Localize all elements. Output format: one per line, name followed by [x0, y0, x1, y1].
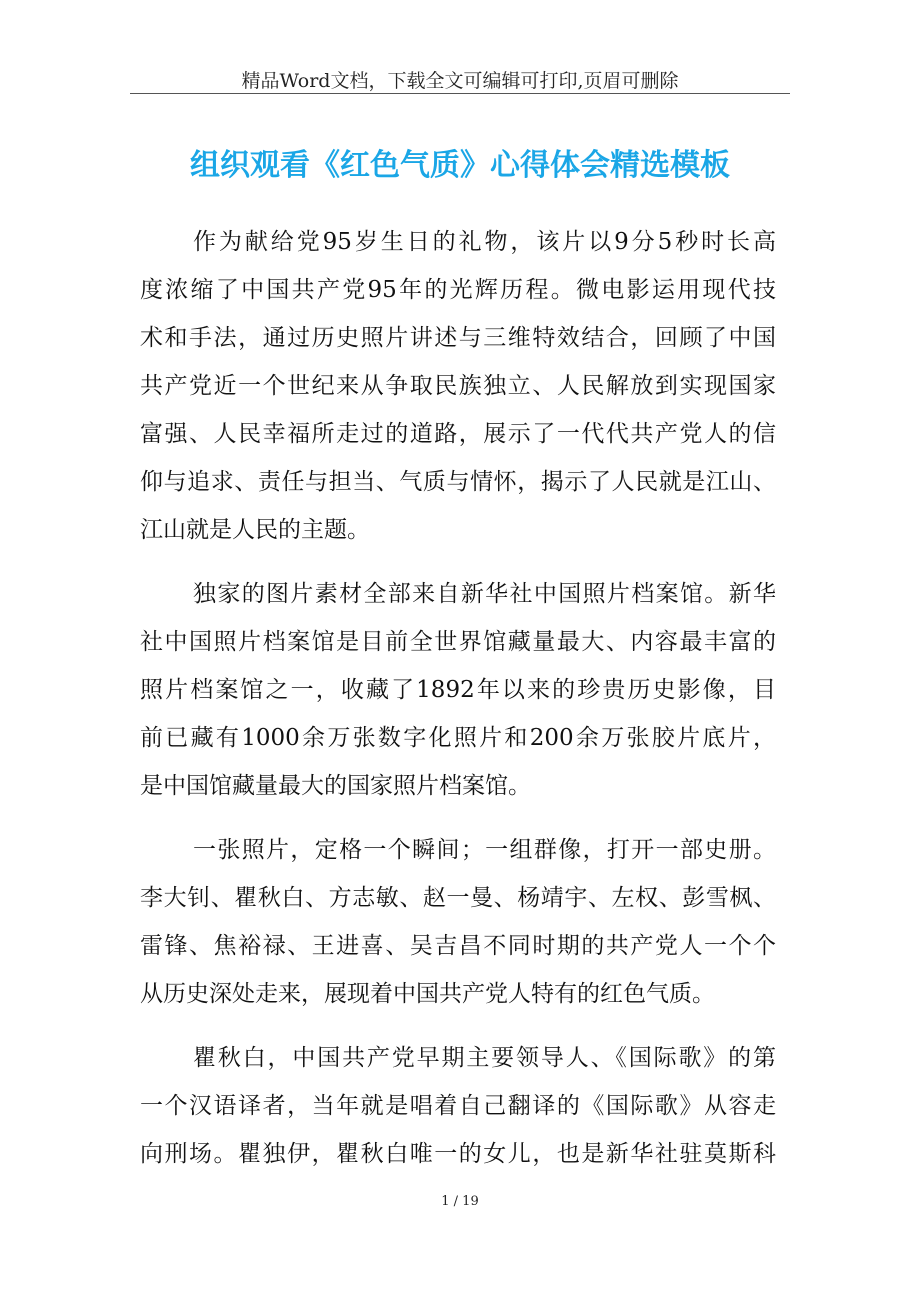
text-line: 李大钊、瞿秋白、方志敏、赵一曼、杨靖宇、左权、彭雪枫、 — [140, 885, 776, 911]
text-line: 一张照片，定格一个瞬间；一组群像，打开一部史册。 — [193, 837, 776, 863]
text-line: 共产党近一个世纪来从争取民族独立、人民解放到实现国家 — [140, 373, 776, 399]
paragraph — [140, 1034, 776, 1178]
paragraph — [140, 218, 776, 554]
text-line: 是中国馆藏量最大的国家照片档案馆。 — [140, 773, 531, 799]
text-line: 一个汉语译者，当年就是唱着自己翻译的《国际歌》从容走 — [140, 1093, 776, 1119]
paragraph — [140, 826, 776, 1018]
text-line: 仰与追求、责任与担当、气质与情怀，揭示了人民就是江山、 — [140, 469, 776, 495]
text-line: 江山就是人民的主题。 — [140, 517, 370, 543]
text-line: 向刑场。瞿独伊，瞿秋白唯一的女儿，也是新华社驻莫斯科 — [140, 1141, 776, 1167]
text-line: 瞿秋白，中国共产党早期主要领导人、《国际歌》的第 — [193, 1045, 776, 1071]
paragraph — [140, 570, 776, 810]
text-line: 作为献给党95岁生日的礼物，该片以9分5秒时长高 — [193, 229, 776, 255]
text-line: 社中国照片档案馆是目前全世界馆藏量最大、内容最丰富的 — [140, 629, 776, 655]
text-line: 度浓缩了中国共产党95年的光辉历程。微电影运用现代技 — [140, 277, 776, 303]
text-line: 雷锋、焦裕禄、王进喜、吴吉昌不同时期的共产党人一个个 — [140, 933, 776, 959]
document-title: 组织观看《红色气质》心得体会精选模板 — [190, 148, 730, 183]
text-line: 富强、人民幸福所走过的道路，展示了一代代共产党人的信 — [140, 421, 776, 447]
header-divider — [130, 93, 790, 94]
page-number: 1 / 19 — [441, 1194, 479, 1209]
page-header: 精品Word文档，下载全文可编辑可打印,页眉可删除 — [241, 70, 679, 92]
text-line: 从历史深处走来，展现着中国共产党人特有的红色气质。 — [140, 981, 715, 1007]
text-line: 术和手法，通过历史照片讲述与三维特效结合，回顾了中国 — [140, 325, 776, 351]
text-line: 前已藏有1000余万张数字化照片和200余万张胶片底片， — [140, 725, 776, 751]
text-line: 独家的图片素材全部来自新华社中国照片档案馆。新华 — [193, 581, 776, 607]
text-line: 照片档案馆之一，收藏了1892年以来的珍贵历史影像，目 — [140, 677, 776, 703]
